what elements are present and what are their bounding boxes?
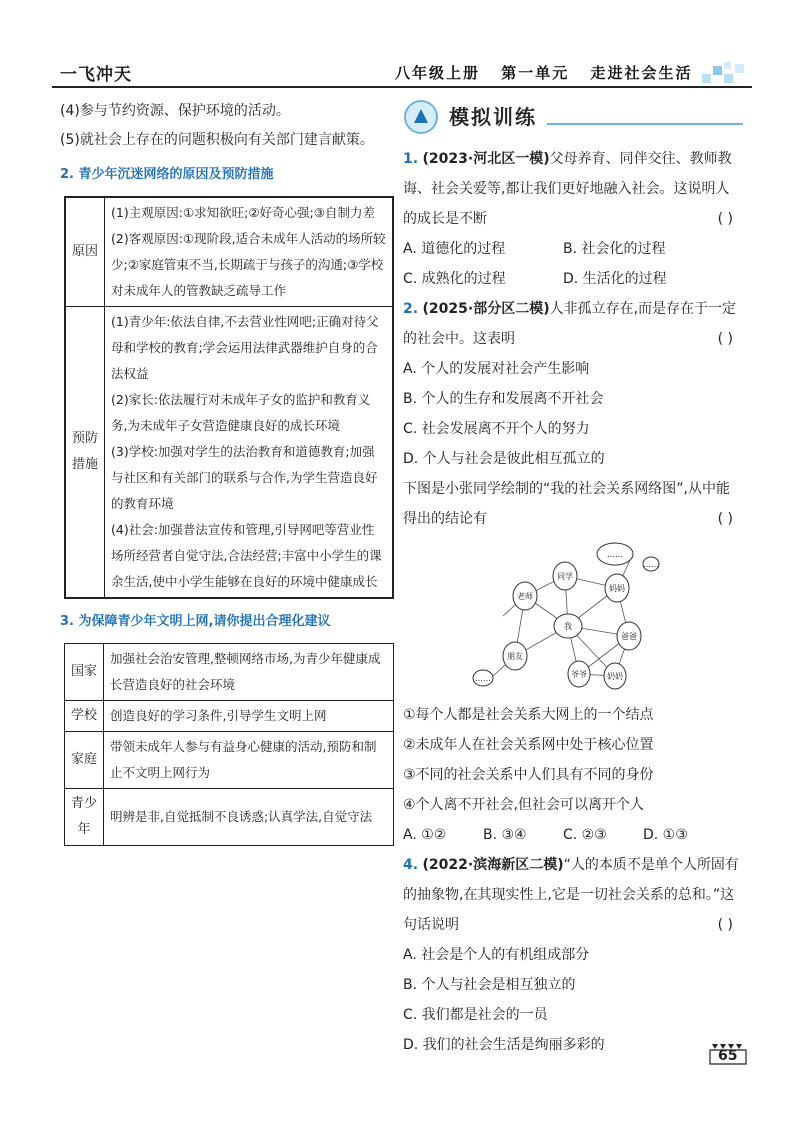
section-title-text: 模拟训练	[449, 105, 537, 129]
diagram-node-label: 爸爸	[621, 632, 637, 641]
table-label: 家庭	[65, 732, 104, 789]
table-cell: 创造良好的学习条件,引导学生文明上网	[104, 701, 394, 732]
net-addiction-table	[64, 196, 394, 599]
option: D. ①③	[643, 827, 688, 843]
question-number: 4.	[403, 857, 419, 873]
option: A. 社会是个人的有机组成部分	[403, 947, 590, 963]
table-label-reason: 原因	[65, 197, 105, 307]
diagram-node-label: 妈妈	[609, 584, 625, 593]
table-row	[65, 701, 394, 732]
table-row	[65, 789, 394, 846]
answer-paren: ( )	[717, 511, 733, 527]
table-label: 青少年	[65, 789, 104, 846]
question-number: 1.	[403, 151, 419, 167]
page-number: 65	[718, 1048, 738, 1064]
statement: ②未成年人在社会关系网中处于核心位置	[403, 737, 654, 753]
option: A. 个人的发展对社会产生影响	[403, 361, 590, 377]
diagram-node-label: 奶奶	[607, 672, 623, 681]
question-1	[403, 144, 743, 294]
diagram-node-label: 我	[564, 622, 572, 631]
question-stem: 人非孤立存在,而是存在于一定的社会中。这表明	[403, 301, 737, 347]
table-row	[65, 732, 394, 789]
table-cell-measures	[105, 307, 394, 599]
left-column	[60, 96, 396, 846]
option: B. 社会化的过程	[563, 241, 666, 257]
question-stem: 下图是小张同学绘制的“我的社会关系网络图”,从中能得出的结论有	[403, 481, 730, 527]
diagram-node-label: ……	[475, 674, 491, 683]
answer-paren: ( )	[717, 917, 733, 933]
question-source: (2025·部分区二模)	[422, 301, 550, 317]
option: C. 我们都是社会的一员	[403, 1007, 548, 1023]
question-source: (2022·滨海新区二模)	[422, 857, 564, 873]
option: A. ①②	[403, 827, 447, 843]
header-grade: 八年级上册	[395, 64, 481, 82]
table-cell-reasons	[105, 197, 394, 307]
header-divider	[52, 86, 752, 88]
options-row	[403, 264, 743, 294]
table-line: (3)学校:加强对学生的法治教育和道德教育;加强与社区和有关部门的联系与合作,为学生营造良好的教育环境	[111, 444, 378, 511]
table-row	[65, 644, 394, 701]
diagram-node-label: 朋友	[507, 652, 523, 661]
practice-badge-icon	[403, 99, 439, 135]
question-stem: “人的本质不是单个人所固有的抽象物,在其现实性上,它是一切社会关系的总和。”这句话说明	[403, 857, 739, 933]
list-item: (5)就社会上存在的问题积极向有关部门建言献策。	[60, 132, 374, 148]
series-logo: 一飞冲天	[60, 65, 132, 85]
header-unit: 第一单元	[501, 64, 570, 82]
social-network-diagram	[403, 536, 743, 696]
answer-paren: ( )	[717, 331, 733, 347]
option: D. 我们的社会生活是绚丽多彩的	[403, 1037, 605, 1053]
statement: ④个人离不开社会,但社会可以离开个人	[403, 797, 644, 813]
table-line: (1)青少年:依法自律,不去营业性网吧;正确对待父母和学校的教育;学会运用法律武器维护自身的合法权益	[111, 314, 379, 381]
title-underline	[547, 109, 743, 125]
table-label: 国家	[65, 644, 104, 701]
practice-section-title	[403, 96, 743, 138]
statement: ③不同的社会关系中人们具有不同的身份	[403, 767, 654, 783]
option: B. 个人与社会是相互独立的	[403, 977, 576, 993]
question-number: 2.	[403, 301, 419, 317]
right-column	[403, 96, 743, 1060]
header-decoration-icon	[700, 60, 750, 88]
options-row	[403, 234, 743, 264]
option: A. 道德化的过程	[403, 241, 506, 257]
diagram-node-label: 老师	[517, 592, 533, 601]
answer-paren: ( )	[717, 211, 733, 227]
table-cell: 明辨是非,自觉抵制不良诱惑;认真学法,自觉守法	[104, 789, 394, 846]
option: C. 社会发展离不开个人的努力	[403, 421, 590, 437]
question-source: (2023·河北区一模)	[422, 151, 550, 167]
table-line: (2)客观原因:①现阶段,适合未成年人活动的场所较少;②家庭管束不当,长期疏于与孩子的沟通;③学校对未成年人的管教缺乏疏导工作	[111, 231, 386, 298]
option: D. 个人与社会是彼此相互孤立的	[403, 451, 605, 467]
option: B. ③④	[483, 827, 527, 843]
list-item: (4)参与节约资源、保护环境的活动。	[60, 103, 290, 119]
diagram-node-label: ……	[607, 550, 623, 559]
section-heading: 3. 为保障青少年文明上网,请你提出合理化建议	[60, 614, 331, 629]
table-cell: 带领未成年人参与有益身心健康的活动,预防和制止不文明上网行为	[104, 732, 394, 789]
section-heading: 2. 青少年沉迷网络的原因及预防措施	[60, 167, 274, 182]
diagram-node-label: ……	[643, 560, 659, 569]
table-cell: 加强社会治安管理,整顿网络市场,为青少年健康成长营造良好的社会环境	[104, 644, 394, 701]
options-row	[403, 820, 743, 850]
option: C. ②③	[563, 827, 607, 843]
question-2	[403, 294, 743, 474]
table-label: 学校	[65, 701, 104, 732]
option: B. 个人的生存和发展离不开社会	[403, 391, 604, 407]
question-3	[403, 474, 743, 850]
header-unit-title: 走进社会生活	[590, 64, 693, 82]
table-line: (1)主观原因:①求知欲旺;②好奇心强;③自制力差	[111, 205, 375, 220]
table-line: (4)社会:加强普法宣传和管理,引导网吧等营业性场所经营者自觉守法,合法经营;丰富中小学生的课余生活,使中小学生能够在良好的环境中健康成长	[111, 522, 382, 589]
civil-internet-table	[64, 643, 394, 846]
page-number-badge	[706, 1042, 750, 1068]
option: D. 生活化的过程	[563, 271, 667, 287]
statement: ①每个人都是社会关系大网上的一个结点	[403, 707, 654, 723]
question-stem: 父母养育、同伴交往、教师教诲、社会关爱等,都让我们更好地融入社会。这说明人的成长是不断	[403, 151, 732, 227]
diagram-node-label: 爷爷	[571, 670, 587, 679]
table-line: (2)家长:依法履行对未成年子女的监护和教育义务,为未成年子女营造健康良好的成长环境	[111, 392, 371, 433]
diagram-node-label: 同学	[557, 572, 573, 581]
table-label-prevent: 预防措施	[65, 307, 105, 599]
option: C. 成熟化的过程	[403, 271, 506, 287]
header-title	[395, 62, 707, 83]
question-4	[403, 850, 743, 1060]
